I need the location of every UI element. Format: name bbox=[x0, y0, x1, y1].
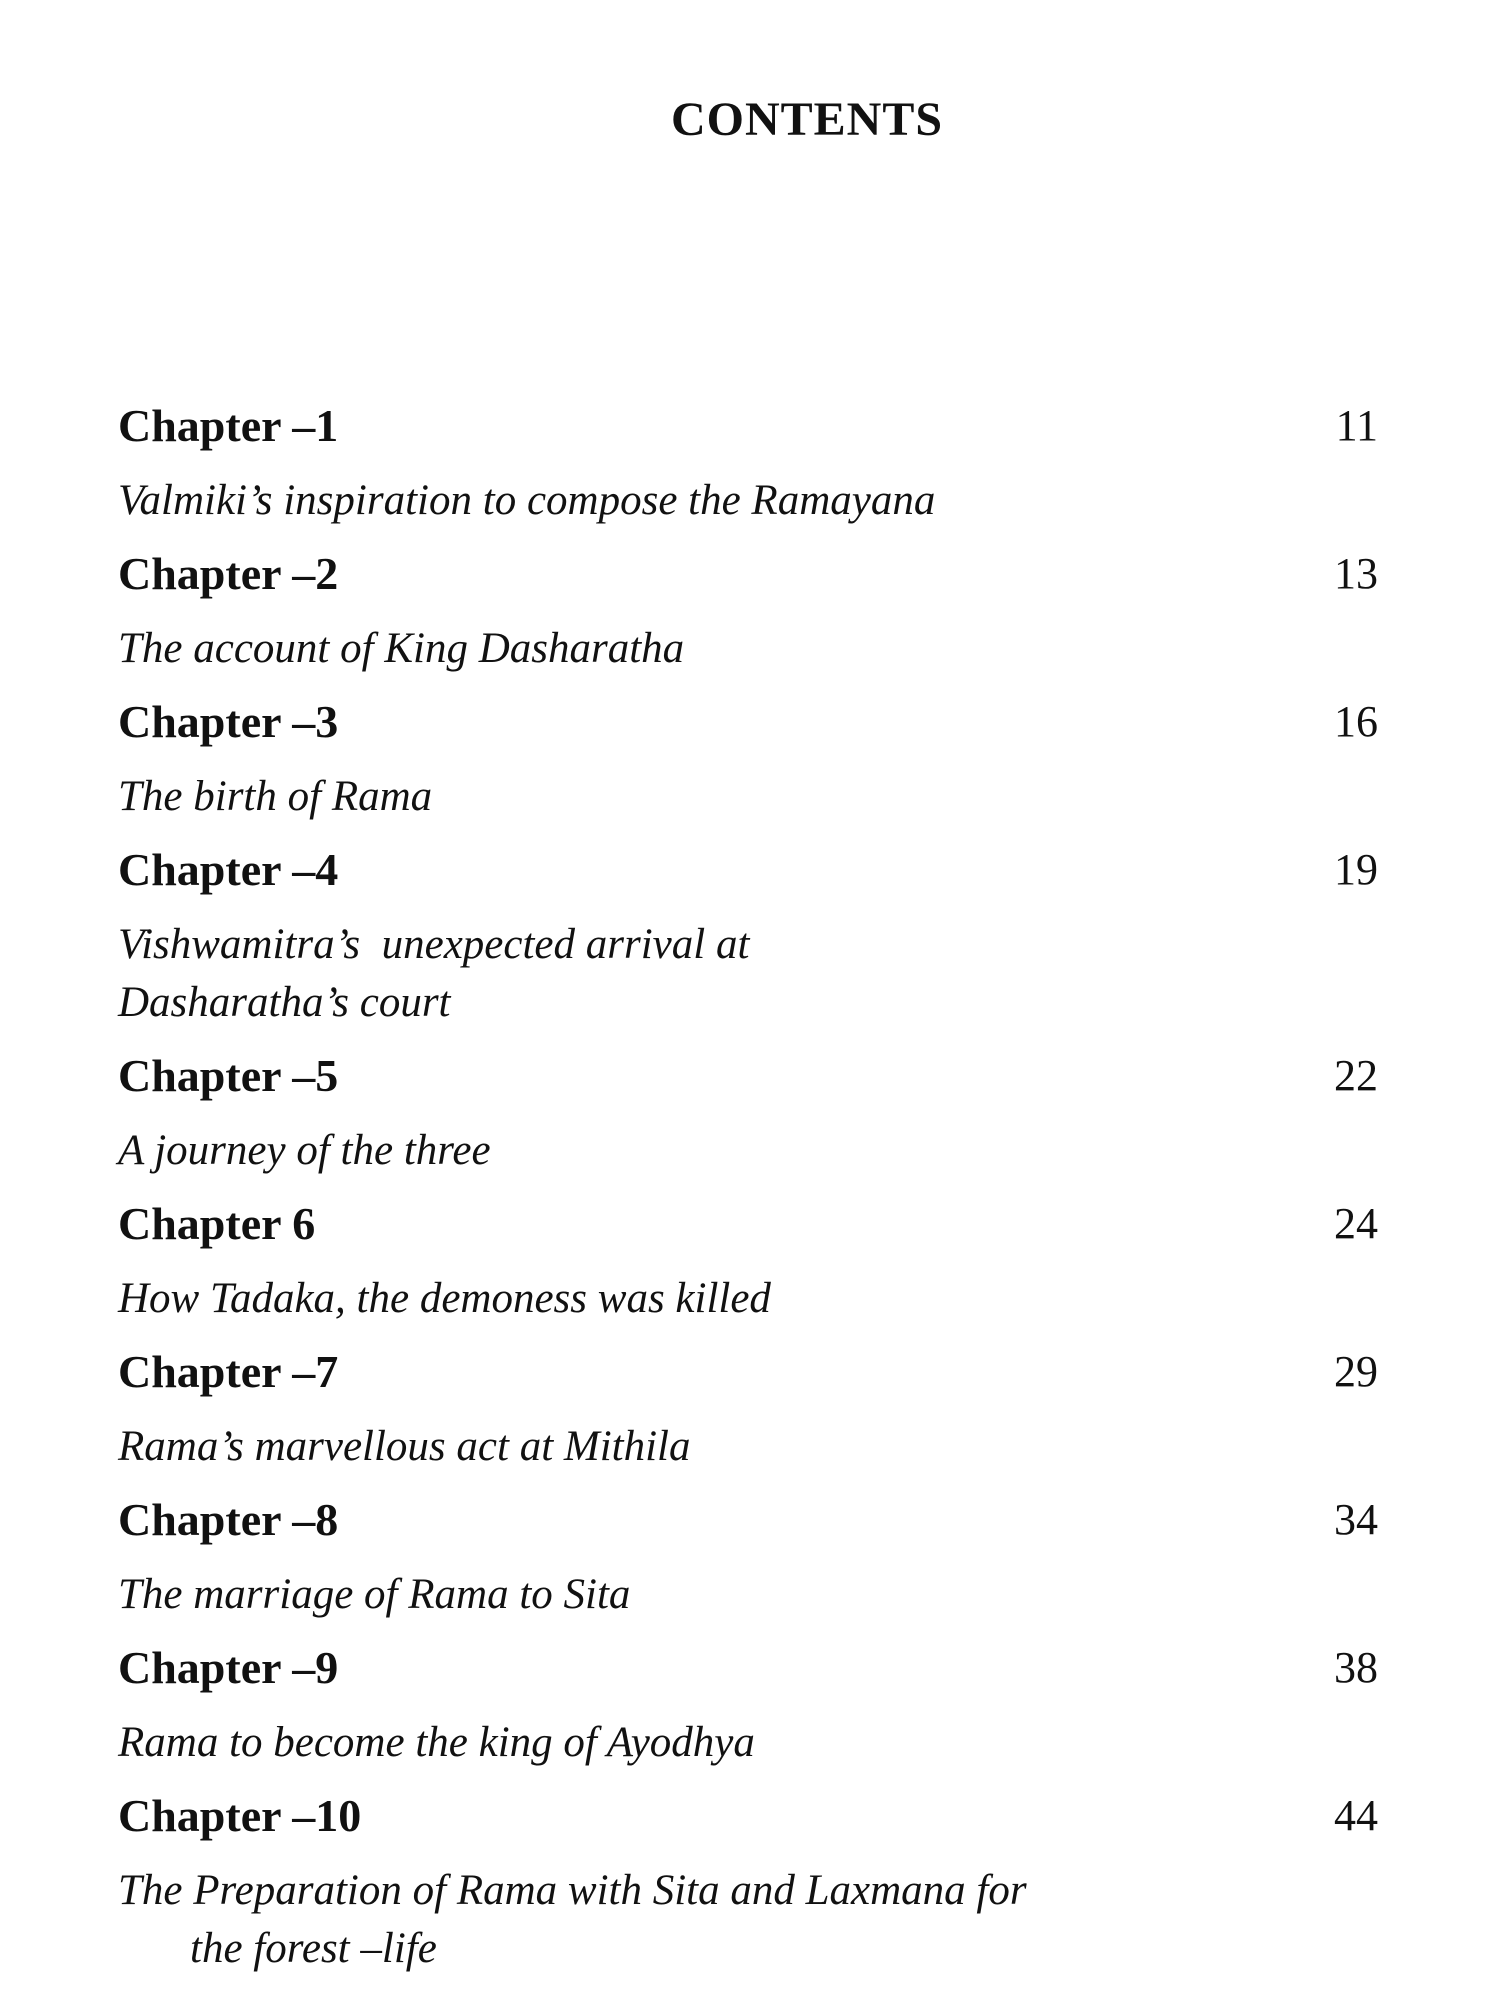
page-number: 16 bbox=[1334, 697, 1378, 746]
chapter-label: Chapter –9 bbox=[118, 1642, 339, 1693]
chapter-title-line: Rama’s marvellous act at Mithila bbox=[118, 1423, 691, 1470]
chapter-title bbox=[118, 1418, 1238, 1476]
page-number: 24 bbox=[1334, 1199, 1378, 1248]
toc-entry-6 bbox=[118, 1196, 1378, 1344]
chapter-label: Chapter –4 bbox=[118, 844, 339, 895]
chapter-title bbox=[118, 472, 1238, 530]
chapter-label: Chapter –10 bbox=[118, 1790, 362, 1841]
page-title: CONTENTS bbox=[670, 93, 944, 146]
page-number: 13 bbox=[1334, 549, 1378, 598]
toc-entry-8 bbox=[118, 1492, 1378, 1640]
chapter-title-line: Vishwamitra’s unexpected arrival at bbox=[118, 921, 750, 968]
chapter-label: Chapter –3 bbox=[118, 696, 339, 747]
toc-entry-4 bbox=[118, 842, 1378, 1048]
chapter-title-line: The birth of Rama bbox=[118, 773, 433, 820]
chapter-title bbox=[118, 916, 1238, 1032]
page-number: 44 bbox=[1334, 1791, 1378, 1840]
chapter-title bbox=[118, 1122, 1238, 1180]
toc-entry-2 bbox=[118, 546, 1378, 694]
chapter-title bbox=[118, 620, 1238, 678]
chapter-title-line: Dasharatha’s court bbox=[118, 979, 451, 1026]
chapter-title-line: The marriage of Rama to Sita bbox=[118, 1571, 631, 1618]
chapter-title-line: The Preparation of Rama with Sita and Laxmana for bbox=[118, 1867, 1027, 1914]
page-number: 19 bbox=[1334, 845, 1378, 894]
chapter-title-line: Valmiki’s inspiration to compose the Ramayana bbox=[118, 477, 936, 524]
chapter-title bbox=[118, 1714, 1238, 1772]
toc-entry-10 bbox=[118, 1788, 1378, 1994]
chapter-title bbox=[118, 1862, 1238, 1978]
toc-entry-7 bbox=[118, 1344, 1378, 1492]
chapter-label: Chapter –2 bbox=[118, 548, 339, 599]
page-number: 22 bbox=[1334, 1051, 1378, 1100]
chapter-label: Chapter –8 bbox=[118, 1494, 339, 1545]
chapter-title-line: the forest –life bbox=[190, 1925, 437, 1972]
chapter-title-line: How Tadaka, the demoness was killed bbox=[118, 1275, 771, 1322]
toc-entry-1 bbox=[118, 398, 1378, 546]
toc-entry-9 bbox=[118, 1640, 1378, 1788]
page-number: 38 bbox=[1334, 1643, 1378, 1692]
chapter-label: Chapter –5 bbox=[118, 1050, 339, 1101]
chapter-label: Chapter 6 bbox=[118, 1198, 316, 1249]
table-of-contents bbox=[118, 398, 1378, 1994]
chapter-title-line: Rama to become the king of Ayodhya bbox=[118, 1719, 755, 1766]
chapter-title-line: A journey of the three bbox=[118, 1127, 491, 1174]
chapter-title bbox=[118, 1566, 1238, 1624]
chapter-title bbox=[118, 1270, 1238, 1328]
page-number: 11 bbox=[1335, 401, 1378, 450]
page-number: 29 bbox=[1334, 1347, 1378, 1396]
chapter-label: Chapter –7 bbox=[118, 1346, 339, 1397]
chapter-label: Chapter –1 bbox=[118, 400, 339, 451]
page-number: 34 bbox=[1334, 1495, 1378, 1544]
chapter-title bbox=[118, 768, 1238, 826]
toc-entry-5 bbox=[118, 1048, 1378, 1196]
toc-entry-3 bbox=[118, 694, 1378, 842]
chapter-title-line: The account of King Dasharatha bbox=[118, 625, 685, 672]
